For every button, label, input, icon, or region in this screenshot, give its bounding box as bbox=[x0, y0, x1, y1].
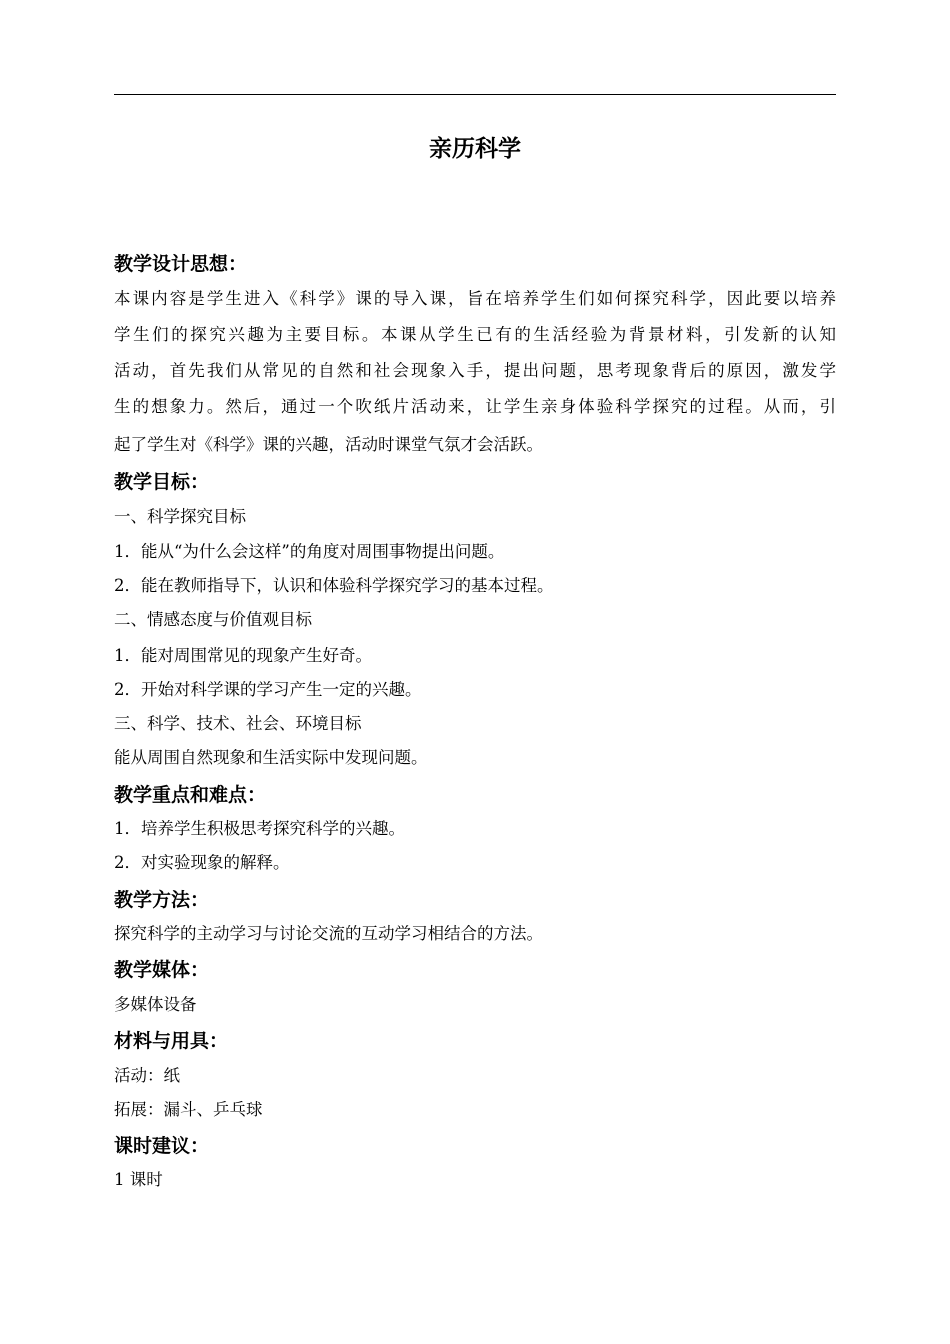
goals-line-1: 一、科学探究目标 bbox=[114, 507, 246, 526]
design-line-5: 起了学生对《科学》课的兴趣，活动时课堂气氛才会活跃。 bbox=[114, 435, 543, 454]
hours-line-1: 1 课时 bbox=[114, 1170, 163, 1189]
hours-heading: 课时建议： bbox=[114, 1135, 210, 1157]
goals-line-5: 1．能对周围常见的现象产生好奇。 bbox=[114, 646, 372, 665]
materials-heading: 材料与用具： bbox=[114, 1030, 229, 1052]
key-points-line-2: 2．对实验现象的解释。 bbox=[114, 853, 290, 872]
design-line-2: 学生们的探究兴趣为主要目标。本课从学生已有的生活经验为背景材料，引发新的认知 bbox=[114, 325, 836, 344]
materials-line-1: 活动：纸 bbox=[114, 1066, 180, 1085]
goals-line-6: 2．开始对科学课的学习产生一定的兴趣。 bbox=[114, 680, 422, 699]
design-line-1: 本课内容是学生进入《科学》课的导入课，旨在培养学生们如何探究科学，因此要以培养 bbox=[114, 289, 836, 308]
design-heading: 教学设计思想： bbox=[114, 253, 248, 275]
media-heading: 教学媒体： bbox=[114, 959, 210, 981]
document-title: 亲历科学 bbox=[429, 136, 521, 162]
goals-line-8: 能从周围自然现象和生活实际中发现问题。 bbox=[114, 748, 428, 767]
goals-heading: 教学目标： bbox=[114, 471, 210, 493]
media-line-1: 多媒体设备 bbox=[114, 995, 197, 1014]
goals-line-7: 三、科学、技术、社会、环境目标 bbox=[114, 714, 362, 733]
materials-line-2: 拓展：漏斗、乒乓球 bbox=[114, 1100, 263, 1119]
method-line-1: 探究科学的主动学习与讨论交流的互动学习相结合的方法。 bbox=[114, 924, 543, 943]
goals-line-4: 二、情感态度与价值观目标 bbox=[114, 610, 312, 629]
key-points-line-1: 1．培养学生积极思考探究科学的兴趣。 bbox=[114, 819, 405, 838]
method-heading: 教学方法： bbox=[114, 889, 210, 911]
header-rule bbox=[114, 94, 836, 95]
key-points-heading: 教学重点和难点： bbox=[114, 784, 267, 806]
goals-line-2: 1．能从“为什么会这样”的角度对周围事物提出问题。 bbox=[114, 542, 505, 561]
goals-line-3: 2．能在教师指导下，认识和体验科学探究学习的基本过程。 bbox=[114, 576, 554, 595]
design-line-3: 活动，首先我们从常见的自然和社会现象入手，提出问题，思考现象背后的原因，激发学 bbox=[114, 361, 836, 380]
design-line-4: 生的想象力。然后，通过一个吹纸片活动来，让学生亲身体验科学探究的过程。从而，引 bbox=[114, 397, 836, 416]
